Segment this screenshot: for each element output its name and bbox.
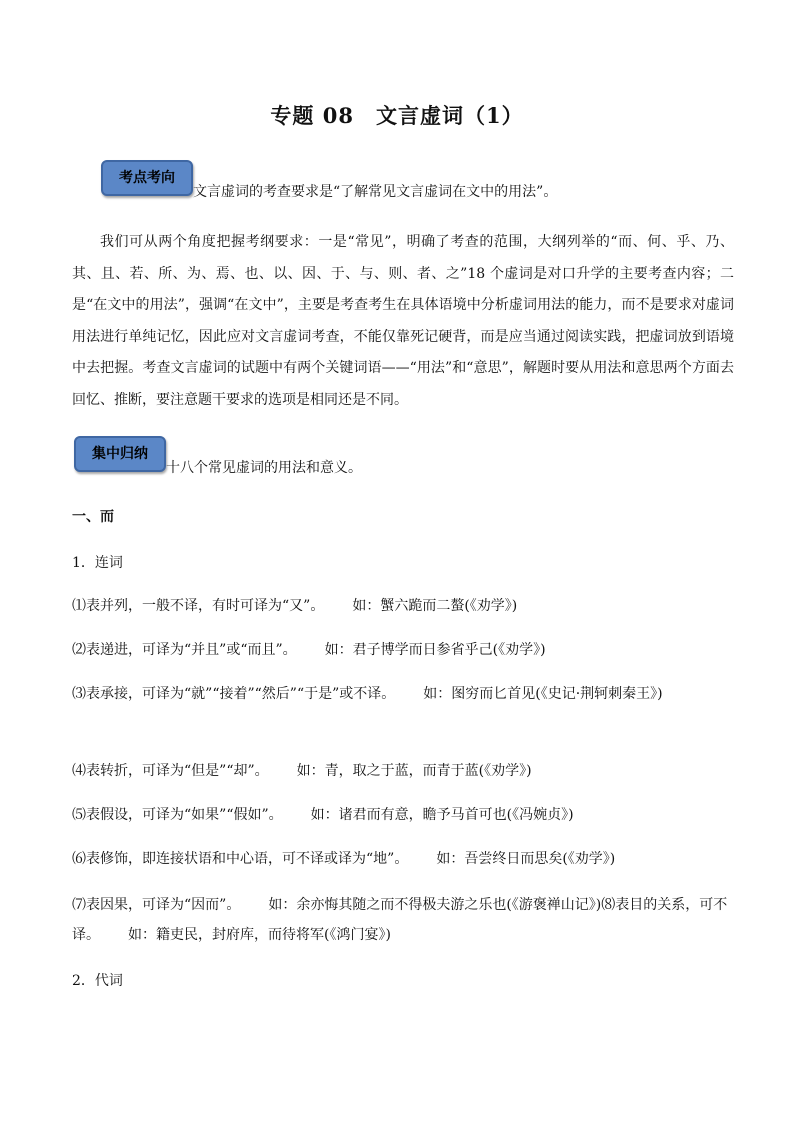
list-item	[72, 635, 546, 665]
item-example: 如：吾尝终日而思矣(《劝学》)	[436, 851, 616, 867]
item-text: ⑹表修饰，即连接状语和中心语，可不译或译为“地”。	[72, 851, 409, 867]
item-text: ⑺表因果，可译为“因而”。	[72, 897, 241, 913]
list-item	[72, 756, 532, 786]
heading-er: 一、而	[72, 509, 114, 525]
item-text: ⑸表假设，可译为“如果”“假如”。	[72, 807, 283, 823]
list-item	[72, 679, 734, 709]
item-text: ⑷表转折，可译为“但是”“却”。	[72, 763, 269, 779]
item-example: 如：青，取之于蓝，而青于蓝(《劝学》)	[296, 763, 532, 779]
list-item	[72, 844, 615, 874]
item-text: ⑶表承接，可译为“就”“接着”“然后”“于是”或不译。	[72, 686, 396, 702]
item-example: 如：图穷而匕首见(《史记·荆轲刺秦王》)	[423, 686, 663, 702]
item-text: ⑵表递进，可译为“并且”或“而且”。	[72, 642, 297, 658]
subheading-pronoun: 2．代词	[72, 973, 123, 989]
item-example: 如：诸君而有意，瞻予马首可也(《冯婉贞》)	[310, 807, 574, 823]
intro-summary: 十八个常见虚词的用法和意义。	[166, 460, 362, 476]
section-badge-jizhong: 集中归纳	[74, 436, 166, 472]
item-text: ⑴表并列，一般不译，有时可译为“又”。	[72, 598, 325, 614]
item-example: 如：蟹六跪而二螯(《劝学》)	[352, 598, 518, 614]
subheading-conjunction: 1．连词	[72, 555, 123, 571]
item-example: 如：君子博学而日参省乎己(《劝学》)	[324, 642, 546, 658]
item-example: 如：余亦悔其随之而不得极夫游之乐也(《游褒禅山记》)	[268, 897, 602, 913]
list-item	[72, 591, 517, 621]
paragraph-overview: 我们可从两个角度把握考纲要求：一是“常见”，明确了考查的范围，大纲列举的“而、何、乎、乃、其、且、若、所、为、焉、也、以、因、于、与、则、者、之”18 个虚词是对口升学的主要考查内容；二是“在文中的用法”，强调“在文中”，主要是考查考生在具体语境中分析虚词用法的能力，而不是要求对虚词用法进行单纯记忆，因此应对文言虚词考查，不能仅靠死记硬背，而是应当通过阅读实践，把虚词放到语境中去把握。考查文言虚词的试题中有两个关键词语——“用法”和“意思”，解题时要从用法和意思两个方面去回忆、推断，要注意题干要求的选项是相同还是不同。	[72, 234, 734, 408]
item-text: ⑻表目的关系，可不译。	[72, 897, 728, 943]
section-badge-kaodian: 考点考向	[101, 160, 193, 196]
item-example: 如：籍吏民，封府库，而待将军(《鸿门宴》)	[128, 927, 391, 943]
list-item	[72, 800, 574, 830]
list-item-combined	[72, 890, 734, 950]
page-title: 专题 08 文言虚词（1）	[270, 103, 524, 128]
intro-requirement: 文言虚词的考查要求是“了解常见文言虚词在文中的用法”。	[193, 184, 558, 200]
